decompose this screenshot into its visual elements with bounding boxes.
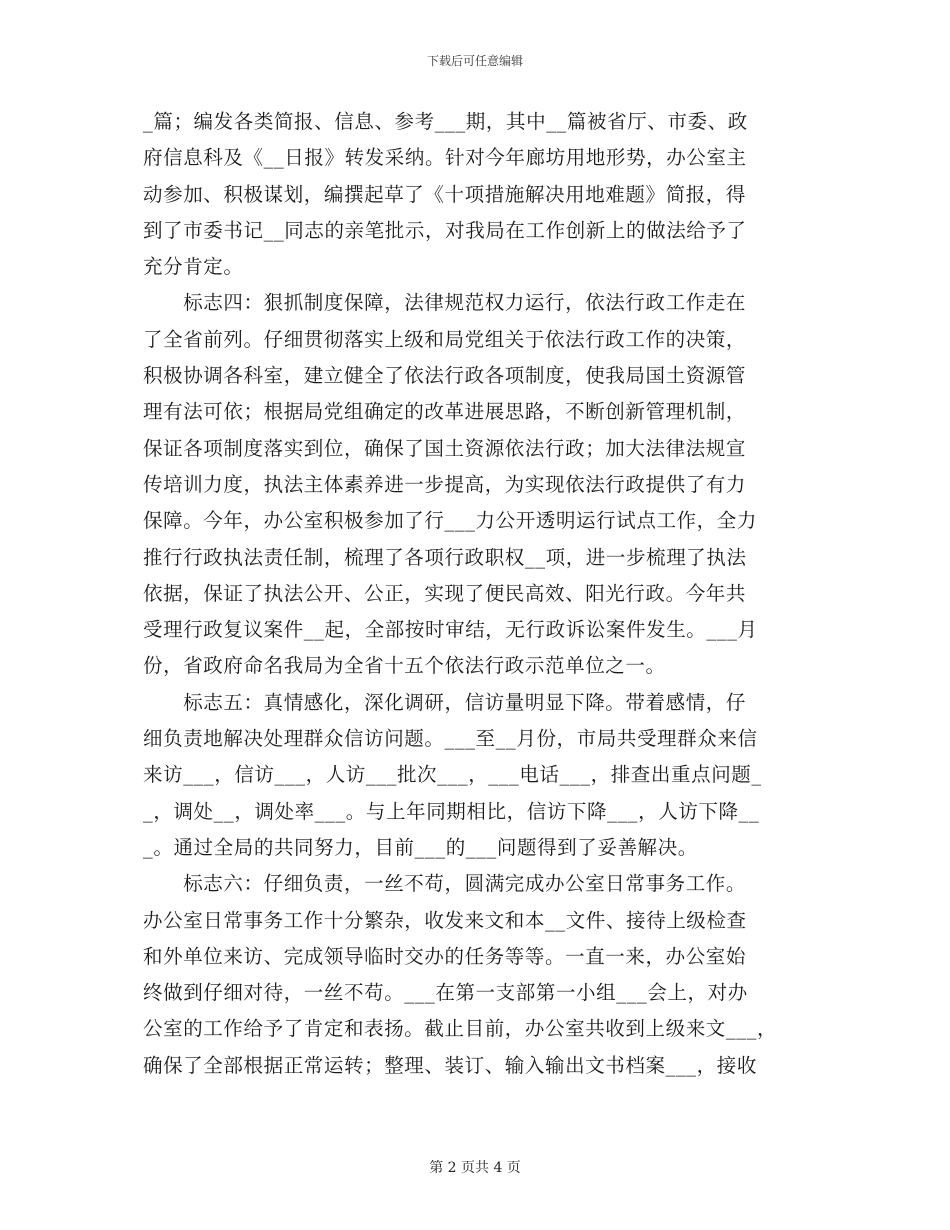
text-line: 保证各项制度落实到位，确保了国土资源依法行政；加大法律法规宣 (143, 436, 747, 460)
text-line: 办公室日常事务工作十分繁杂，收发来文和本__文件、接待上级检查 (143, 908, 747, 932)
text-line: 推行行政执法责任制，梳理了各项行政职权__项，进一步梳理了执法 (143, 545, 747, 569)
text-line: 确保了全部根据正常运转；整理、装订、输入输出文书档案___，接收 (143, 1053, 757, 1077)
text-line: 公室的工作给予了肯定和表扬。截止目前，办公室共收到上级来文___， (143, 1017, 778, 1041)
text-line: 充分肯定。 (143, 255, 244, 279)
document-body (143, 104, 805, 1084)
page-header: 下载后可任意编辑 (426, 54, 523, 68)
text-line: 积极协调各科室，建立健全了依法行政各项制度，使我局国土资源管 (143, 364, 747, 388)
text-line: 份，省政府命名我局为全省十五个依法行政示范单位之一。 (143, 654, 666, 678)
text-line: 到了市委书记__同志的亲笔批示，对我局在工作创新上的做法给予了 (143, 218, 747, 242)
text-line: 动参加、积极谋划，编撰起草了《十项措施解决用地难题》简报，得 (143, 182, 747, 206)
text-line: 标志四：狠抓制度保障，法律规范权力运行，依法行政工作走在 (143, 291, 747, 315)
text-line: _，调处__，调处率___。与上年同期相比，信访下降___，人访下降__ (143, 799, 760, 823)
text-line: 传培训力度，执法主体素养进一步提高，为实现依法行政提供了有力 (143, 472, 747, 496)
text-line: 了全省前列。仔细贯彻落实上级和局党组关于依法行政工作的决策， (143, 327, 747, 351)
text-line: 终做到仔细对待，一丝不苟。___在第一支部第一小组___会上，对办 (143, 981, 748, 1005)
text-line: 理有法可依；根据局党组确定的改革进展思路，不断创新管理机制， (143, 400, 747, 424)
text-line: _篇；编发各类简报、信息、参考___期，其中__篇被省厅、市委、政 (143, 110, 748, 133)
text-line: 来访___，信访___，人访___批次___，___电话___，排查出重点问题_ (143, 763, 762, 787)
page-number: 第 2 页共 4 页 (429, 1160, 521, 1176)
text-line: 和外单位来访、完成领导临时交办的任务等等。一直一来，办公室始 (143, 944, 747, 968)
text-line: 依据，保证了执法公开、公正，实现了便民高效、阳光行政。今年共 (143, 581, 747, 605)
text-line: 标志六：仔细负责，一丝不苟，圆满完成办公室日常事务工作。 (143, 872, 747, 896)
text-line: 标志五：真情感化，深化调研，信访量明显下降。带着感情，仔 (143, 690, 747, 714)
text-line: 受理行政复议案件__起，全部按时审结，无行政诉讼案件发生。___月 (143, 618, 758, 642)
text-line: 细负责地解决处理群众信访问题。___至__月份，市局共受理群众来信 (143, 727, 758, 751)
text-line: _。通过全局的共同努力，目前___的___问题得到了妥善解决。 (143, 835, 698, 859)
text-line: 保障。今年，办公室积极参加了行___力公开透明运行试点工作，全力 (143, 509, 757, 533)
text-line: 府信息科及《__日报》转发采纳。针对今年廊坊用地形势，办公室主 (143, 146, 747, 170)
